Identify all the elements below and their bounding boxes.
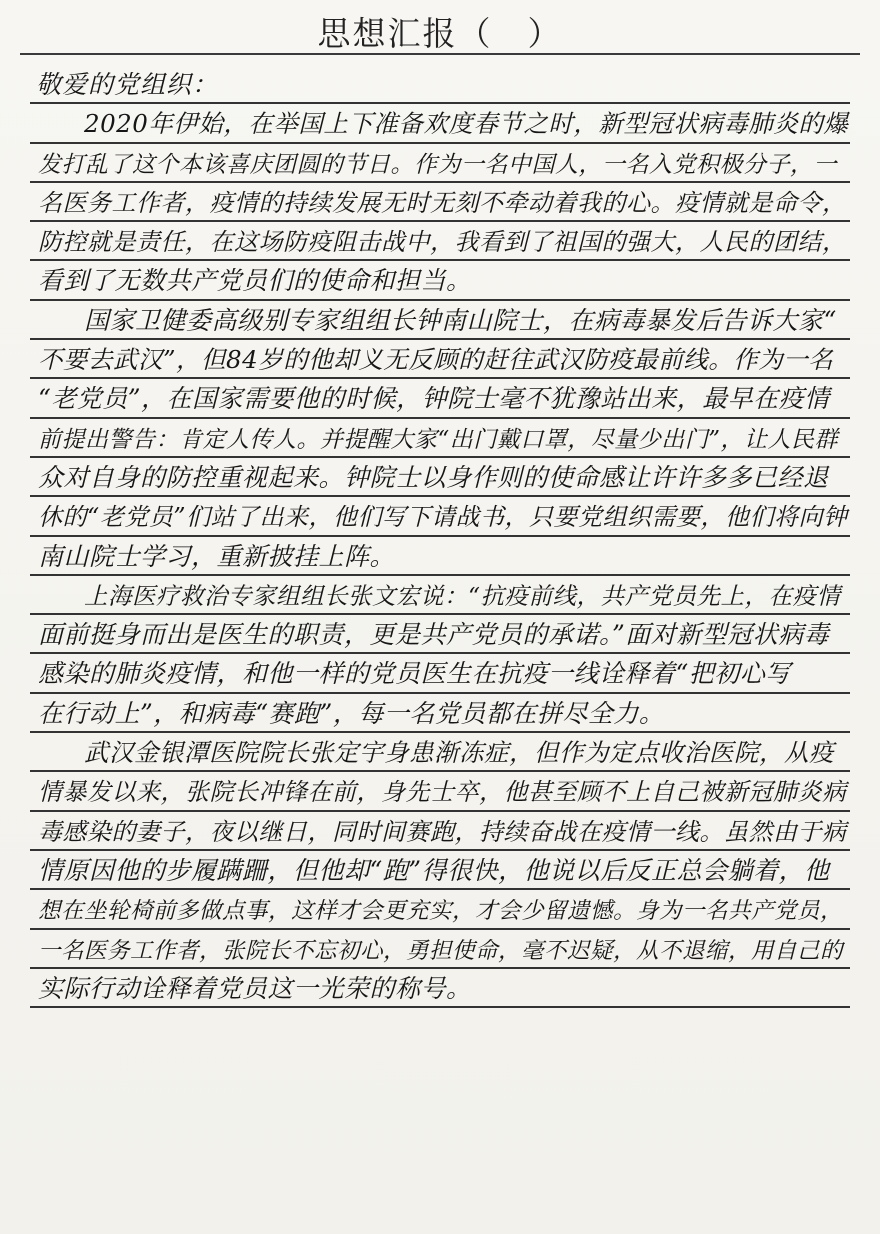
text-line xyxy=(30,144,850,183)
line-text: 看到了无数共产党员们的使命和担当。 xyxy=(38,266,472,296)
text-line xyxy=(30,261,850,300)
text-line xyxy=(30,458,850,497)
line-text: 休的“老党员”们站了出来，他们写下请战书，只要党组织需要，他们将向钟 xyxy=(38,503,848,532)
text-line xyxy=(30,576,850,615)
text-line xyxy=(30,694,850,733)
line-text: 毒感染的妻子，夜以继日，同时间赛跑，持续奋战在疫情一线。虽然由于病 xyxy=(38,817,847,846)
text-line xyxy=(30,733,850,772)
header xyxy=(0,0,880,56)
page-title: 思想汇报（ ） xyxy=(317,14,563,53)
text-line xyxy=(30,340,850,379)
text-line xyxy=(30,537,850,576)
line-text: 前提出警告：肯定人传人。并提醒大家“出门戴口罩，尽量少出门”，让人民群 xyxy=(38,426,839,453)
line-text: 防控就是责任，在这场防疫阻击战中，我看到了祖国的强大，人民的团结， xyxy=(38,228,847,257)
text-line xyxy=(30,654,850,693)
text-line xyxy=(30,497,850,536)
text-line xyxy=(30,772,850,811)
text-line xyxy=(30,222,850,261)
text-line xyxy=(30,419,850,458)
title-divider xyxy=(20,53,860,55)
line-text: 上海医疗救治专家组组长张文宏说：“抗疫前线，共产党员先上，在疫情 xyxy=(84,581,841,610)
text-line xyxy=(30,183,850,222)
text-line xyxy=(30,851,850,890)
line-text: 情暴发以来，张院长冲锋在前，身先士卒，他甚至顾不上自己被新冠肺炎病 xyxy=(38,778,847,807)
text-line xyxy=(30,969,850,1008)
ruled-lines xyxy=(30,65,850,1008)
line-text: 2020年伊始，在举国上下准备欢度春节之时，新型冠状病毒肺炎的爆 xyxy=(84,109,849,139)
line-text: 在行动上”，和病毒“赛跑”，每一名党员都在拼尽全力。 xyxy=(38,698,665,728)
line-text: 南山院士学习，重新披挂上阵。 xyxy=(38,541,396,571)
line-text: 发打乱了这个本该喜庆团圆的节日。作为一名中国人，一名入党积极分子，一 xyxy=(38,151,837,178)
line-text: “老党员”，在国家需要他的时候，钟院士毫不犹豫站出来，最早在疫情 xyxy=(38,384,830,414)
line-text: 一名医务工作者，张院长不忘初心，勇担使命，毫不迟疑，从不退缩，用自己的 xyxy=(38,937,844,964)
line-text: 不要去武汉”，但84岁的他却义无反顾的赶往武汉防疫最前线。作为一名 xyxy=(38,345,834,375)
text-line xyxy=(30,301,850,340)
text-line xyxy=(30,812,850,851)
text-line xyxy=(30,930,850,969)
line-text: 面前挺身而出是医生的职责，更是共产党员的承诺。”面对新型冠状病毒 xyxy=(38,620,830,650)
line-text: 感染的肺炎疫情，和他一样的党员医生在抗疫一线诠释着“把初心写 xyxy=(38,659,791,689)
text-line xyxy=(30,890,850,929)
text-line xyxy=(30,379,850,418)
line-text: 名医务工作者，疫情的持续发展无时无刻不牵动着我的心。疫情就是命令， xyxy=(38,188,847,217)
line-text: 实际行动诠释着党员这一光荣的称号。 xyxy=(38,973,472,1003)
line-text: 国家卫健委高级别专家组组长钟南山院士，在病毒暴发后告诉大家“ xyxy=(84,305,837,335)
line-text: 情原因他的步履蹒跚，但他却“跑”得很快，他说以后反正总会躺着，他 xyxy=(38,855,830,885)
text-line xyxy=(30,104,850,143)
line-text: 武汉金银潭医院院长张定宇身患渐冻症，但作为定点收治医院，从疫 xyxy=(84,738,834,768)
salutation-line xyxy=(30,65,850,104)
text-line xyxy=(30,615,850,654)
line-text: 想在坐轮椅前多做点事，这样才会更充实，才会少留遗憾。身为一名共产党员， xyxy=(38,898,844,925)
line-text: 众对自身的防控重视起来。钟院士以身作则的使命感让许许多多已经退 xyxy=(38,462,829,492)
salutation: 敬爱的党组织： xyxy=(36,70,219,99)
